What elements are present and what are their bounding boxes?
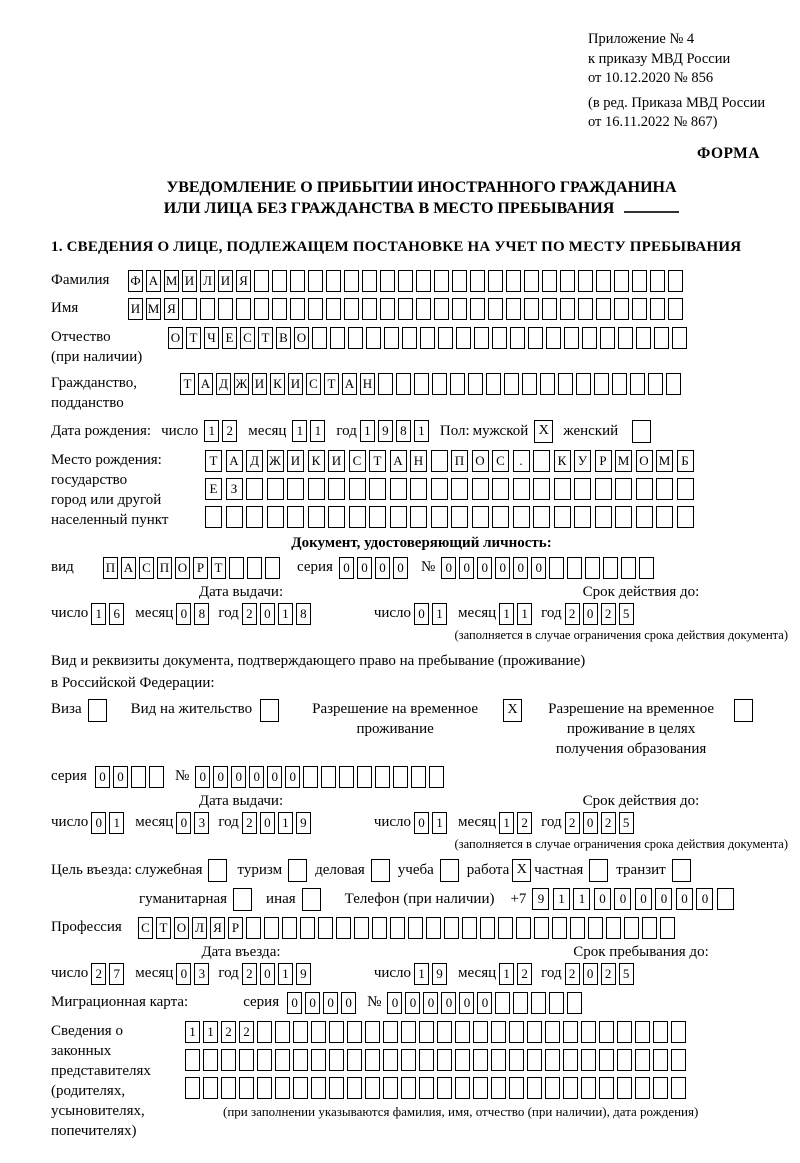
- citizenship-label-line1: Гражданство,: [51, 374, 138, 391]
- entry-day-label: число: [51, 965, 89, 981]
- citizenship-label-line2: подданство: [51, 394, 124, 411]
- entry-month-input[interactable]: 0 3: [176, 963, 212, 985]
- entry-year-input[interactable]: 2 0 1 9: [242, 963, 314, 985]
- entry-dates-row: [51, 963, 792, 985]
- profession-input[interactable]: С Т О Л Я Р: [138, 917, 678, 939]
- temp-residence-edu-label: Разрешение на временное проживание в целях получения образования: [548, 700, 715, 757]
- appendix-line-2: к приказу МВД России: [588, 50, 731, 67]
- birth-place-label-line2: государство: [51, 471, 128, 488]
- stay-number-sign: №: [174, 768, 190, 784]
- visa-checkbox[interactable]: [88, 699, 107, 722]
- birth-place-row3-input[interactable]: [205, 506, 697, 528]
- stay-issue-day-input[interactable]: 0 1: [91, 812, 127, 834]
- temp-residence-checkbox[interactable]: X: [503, 699, 522, 722]
- stay-issue-year-input[interactable]: 2 0 1 9: [242, 812, 314, 834]
- doc-issue-year-label: год: [218, 605, 239, 621]
- migration-number-sign: №: [367, 994, 382, 1010]
- purpose-row2: [51, 888, 792, 911]
- stay-doc-intro-line2: в Российской Федерации:: [51, 674, 215, 691]
- stay-doc-options-row: [51, 699, 792, 759]
- sex-female-checkbox[interactable]: [632, 420, 651, 443]
- form-title-line2: ИЛИ ЛИЦА БЕЗ ГРАЖДАНСТВА В МЕСТО ПРЕБЫВАНИЯ: [163, 199, 615, 217]
- doc-valid-until-label: Срок действия до:: [582, 583, 700, 600]
- doc-kind-input[interactable]: П А С П О Р Т: [103, 557, 283, 579]
- doc-number-sign: №: [420, 559, 436, 575]
- purpose-other-checkbox[interactable]: [302, 888, 321, 911]
- identity-doc-row: [51, 557, 792, 579]
- sex-female-label: женский: [563, 422, 619, 439]
- phone-input[interactable]: 9 1 1 0 0 0 0 0 0: [532, 888, 737, 910]
- purpose-business-checkbox[interactable]: [371, 859, 390, 882]
- representatives-label-line1: Сведения о: [51, 1022, 123, 1039]
- representatives-label-line6: попечителях): [51, 1122, 137, 1139]
- forma-label: ФОРМА: [696, 144, 760, 162]
- stay-issue-day-label: число: [51, 814, 89, 830]
- purpose-label: Цель въезда:: [51, 861, 132, 878]
- representatives-row1-input[interactable]: 1 1 2 2: [185, 1021, 689, 1043]
- visa-label: Виза: [51, 700, 82, 717]
- doc-series-input[interactable]: 0 0 0 0: [339, 557, 411, 579]
- phone-prefix: +7: [510, 890, 527, 907]
- representatives-row2-input[interactable]: [185, 1049, 689, 1071]
- profession-row: [51, 917, 792, 939]
- citizenship-label: [51, 373, 180, 413]
- stay-valid-year-input[interactable]: 2 0 2 5: [565, 812, 637, 834]
- representatives-label-line4: (родителях,: [51, 1082, 126, 1099]
- purpose-tourism-checkbox[interactable]: [288, 859, 307, 882]
- purpose-humanitarian-label: гуманитарная: [139, 890, 228, 907]
- migration-card-label: Миграционная карта:: [51, 994, 189, 1010]
- residence-permit-label: Вид на жительство: [130, 700, 253, 717]
- appendix-amendment-1: (в ред. Приказа МВД России: [588, 94, 766, 111]
- stay-issue-date-label: Дата выдачи:: [198, 792, 284, 809]
- doc-issue-day-label: число: [51, 605, 89, 621]
- doc-number-input[interactable]: 0 0 0 0 0 0: [441, 557, 657, 579]
- citizenship-row: [51, 373, 792, 413]
- stay-doc-intro-line1: Вид и реквизиты документа, подтверждающего право на пребывание (проживание): [51, 652, 586, 669]
- doc-valid-day-label: число: [373, 605, 412, 621]
- form-title-line2-wrap: [51, 198, 792, 219]
- appendix-block: [588, 30, 784, 133]
- birth-year-input[interactable]: 1 9 8 1: [360, 420, 432, 442]
- stay-until-label: Срок пребывания до:: [573, 943, 709, 960]
- section1-heading: 1. СВЕДЕНИЯ О ЛИЦЕ, ПОДЛЕЖАЩЕМ ПОСТАНОВКЕ НА УЧЕТ ПО МЕСТУ ПРЕБЫВАНИЯ: [51, 238, 742, 255]
- sex-male-label: мужской: [472, 422, 529, 439]
- option-temp-residence: [295, 699, 522, 739]
- representatives-row3-input[interactable]: [185, 1077, 689, 1099]
- stay-until-month-input[interactable]: 1 2: [499, 963, 535, 985]
- representatives-label-line5: усыновителях,: [51, 1102, 145, 1119]
- birth-month-input[interactable]: 1 1: [292, 420, 328, 442]
- birth-year-label: год: [336, 422, 357, 439]
- representatives-note: (при заполнении указываются фамилия, имя, отчество (при наличии), дата рождения): [223, 1103, 699, 1119]
- option-residence-permit: [131, 699, 279, 722]
- stay-valid-month-input[interactable]: 1 2: [499, 812, 535, 834]
- stay-until-year-label: год: [541, 965, 562, 981]
- patronymic-label-line2: (при наличии): [51, 348, 143, 365]
- patronymic-label: [51, 327, 168, 367]
- purpose-private-label: частная: [534, 861, 584, 878]
- form-title-line1: УВЕДОМЛЕНИЕ О ПРИБЫТИИ ИНОСТРАННОГО ГРАЖДАНИНА: [166, 178, 677, 196]
- doc-issue-day-input[interactable]: 1 6: [91, 603, 127, 625]
- stay-valid-month-label: месяц: [458, 814, 497, 830]
- entry-dates-head: [51, 944, 792, 961]
- birth-day-label: число: [161, 422, 199, 439]
- doc-valid-month-label: месяц: [458, 605, 497, 621]
- appendix-line-1: Приложение № 4: [588, 31, 695, 47]
- title-blank-line: [624, 199, 679, 213]
- surname-label: Фамилия: [51, 272, 110, 288]
- stay-number-input[interactable]: 0 0 0 0 0 0: [195, 766, 447, 788]
- birth-place-row: [51, 450, 792, 530]
- purpose-official-checkbox[interactable]: [208, 859, 227, 882]
- doc-valid-day-input[interactable]: 0 1: [414, 603, 450, 625]
- stay-valid-year-label: год: [541, 814, 562, 830]
- stay-valid-day-label: число: [373, 814, 412, 830]
- representatives-label-line2: законных: [51, 1042, 112, 1059]
- purpose-work-checkbox[interactable]: X: [512, 859, 531, 882]
- migration-card-row: [51, 992, 792, 1014]
- stay-valid-until-label: Срок действия до:: [582, 792, 700, 809]
- phone-label: Телефон (при наличии): [344, 890, 495, 907]
- stay-doc-dates-head: [51, 793, 792, 810]
- birth-place-label: [51, 450, 205, 530]
- birth-place-inputs: [205, 450, 792, 528]
- stay-doc-series-row: [51, 766, 792, 788]
- patronymic-row: [51, 327, 792, 367]
- appendix-line-3: от 10.12.2020 № 856: [588, 70, 714, 86]
- residence-permit-checkbox[interactable]: [260, 699, 279, 722]
- surname-row: [51, 270, 792, 292]
- identity-doc-dates-row: [51, 603, 792, 625]
- birth-place-row2-input[interactable]: Е З: [205, 478, 697, 500]
- purpose-business-label: деловая: [315, 861, 365, 878]
- purpose-transit-checkbox[interactable]: [672, 859, 691, 882]
- stay-until-day-label: число: [373, 965, 412, 981]
- profession-label: Профессия: [51, 919, 122, 935]
- representatives-label: [51, 1021, 185, 1141]
- birth-month-label: месяц: [248, 422, 287, 439]
- name-row: [51, 298, 792, 320]
- identity-doc-dates-head: [51, 584, 792, 601]
- purpose-work-label: работа: [466, 861, 510, 878]
- stay-valid-day-input[interactable]: 0 1: [414, 812, 450, 834]
- purpose-other-label: иная: [266, 890, 296, 907]
- temp-residence-edu-checkbox[interactable]: [734, 699, 753, 722]
- stay-restriction-note: (заполняется в случае ограничения срока действия документа): [454, 836, 788, 851]
- birth-date-row: [51, 420, 792, 443]
- doc-issue-month-label: месяц: [135, 605, 174, 621]
- doc-kind-label: вид: [51, 559, 74, 575]
- purpose-tourism-label: туризм: [237, 861, 283, 878]
- surname-input[interactable]: Ф А М И Л И Я: [128, 270, 686, 292]
- patronymic-input[interactable]: О Т Ч Е С Т В О: [168, 327, 690, 349]
- citizenship-input[interactable]: Т А Д Ж И К И С Т А Н: [180, 373, 684, 395]
- stay-issue-month-label: месяц: [135, 814, 174, 830]
- option-visa: [51, 699, 107, 722]
- birth-date-label: Дата рождения:: [51, 422, 152, 439]
- entry-year-label: год: [218, 965, 239, 981]
- form-title: [51, 177, 792, 219]
- identity-doc-heading: Документ, удостоверяющий личность:: [291, 534, 552, 551]
- doc-series-label: серия: [297, 559, 333, 575]
- name-input[interactable]: И М Я: [128, 298, 686, 320]
- appendix-amendment-2: от 16.11.2022 № 867): [588, 114, 718, 130]
- purpose-transit-label: транзит: [616, 861, 666, 878]
- doc-valid-year-input[interactable]: 2 0 2 5: [565, 603, 637, 625]
- entry-day-input[interactable]: 2 7: [91, 963, 127, 985]
- migration-number-input[interactable]: 0 0 0 0 0 0: [387, 992, 585, 1014]
- doc-valid-month-input[interactable]: 1 1: [499, 603, 535, 625]
- entry-date-label: Дата въезда:: [201, 943, 281, 960]
- sex-male-checkbox[interactable]: X: [534, 420, 553, 443]
- birth-place-label-line1: Место рождения:: [51, 451, 162, 468]
- purpose-study-checkbox[interactable]: [440, 859, 459, 882]
- birth-place-label-line3: город или другой: [51, 491, 162, 508]
- option-temp-residence-edu: [536, 699, 753, 759]
- representatives-row: [51, 1021, 792, 1141]
- purpose-study-label: учеба: [397, 861, 434, 878]
- purpose-private-checkbox[interactable]: [589, 859, 608, 882]
- stay-until-day-input[interactable]: 1 9: [414, 963, 450, 985]
- stay-issue-month-input[interactable]: 0 3: [176, 812, 212, 834]
- stay-doc-dates-row: [51, 812, 792, 834]
- doc-issue-month-input[interactable]: 0 8: [176, 603, 212, 625]
- name-label: Имя: [51, 300, 79, 316]
- stay-issue-year-label: год: [218, 814, 239, 830]
- birth-place-row1-input[interactable]: Т А Д Ж И К И С Т А Н П О С . К У Р М О М Б: [205, 450, 697, 472]
- doc-valid-year-label: год: [541, 605, 562, 621]
- stay-series-input[interactable]: 0 0: [95, 766, 167, 788]
- purpose-row: [51, 859, 792, 882]
- entry-month-label: месяц: [135, 965, 174, 981]
- stay-until-month-label: месяц: [458, 965, 497, 981]
- doc-issue-date-label: Дата выдачи:: [198, 583, 284, 600]
- purpose-humanitarian-checkbox[interactable]: [233, 888, 252, 911]
- migration-series-label: серия: [243, 994, 280, 1010]
- temp-residence-label: Разрешение на временное проживание: [312, 700, 479, 737]
- doc-restriction-note: (заполняется в случае ограничения срока действия документа): [454, 627, 788, 642]
- sex-label: Пол:: [439, 422, 470, 439]
- birth-place-label-line4: населенный пункт: [51, 511, 169, 528]
- birth-day-input[interactable]: 1 2: [204, 420, 240, 442]
- migration-series-input[interactable]: 0 0 0 0: [287, 992, 359, 1014]
- representatives-label-line3: представителях: [51, 1062, 151, 1079]
- patronymic-label-line1: Отчество: [51, 328, 111, 345]
- stay-until-year-input[interactable]: 2 0 2 5: [565, 963, 637, 985]
- stay-series-label: серия: [51, 768, 87, 784]
- representatives-inputs: [185, 1021, 792, 1120]
- purpose-official-label: служебная: [134, 861, 203, 878]
- stay-doc-intro: [51, 650, 792, 694]
- doc-issue-year-input[interactable]: 2 0 1 8: [242, 603, 314, 625]
